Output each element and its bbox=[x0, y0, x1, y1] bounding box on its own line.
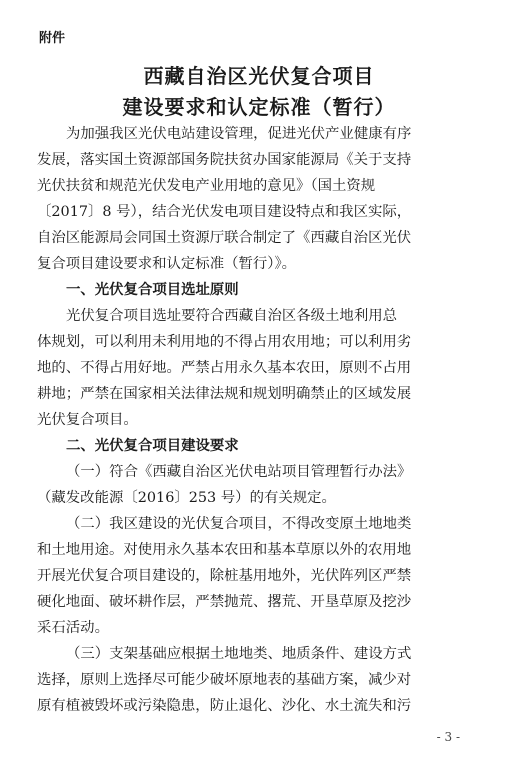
paragraph-line: 开展光伏复合项目建设的，除桩基用地外，光伏阵列区严禁 bbox=[37, 568, 412, 584]
paragraph-line: （二）我区建设的光伏复合项目，不得改变原土地地类 bbox=[66, 516, 412, 532]
document-title-line-2: 建设要求和认定标准（暂行） bbox=[122, 95, 396, 119]
paragraph-line: 体规划，可以利用未利用地的不得占用农用地；可以利用劣 bbox=[37, 334, 412, 350]
paragraph-line: （一）符合《西藏自治区光伏电站项目管理暂行办法》 bbox=[66, 464, 412, 480]
paragraph-line: 光伏扶贫和规范光伏发电产业用地的意见》（国土资规 bbox=[37, 178, 376, 194]
attachment-label: 附件 bbox=[39, 31, 66, 46]
paragraph-line: 硬化地面、破坏耕作层，严禁抛荒、撂荒、开垦草原及挖沙 bbox=[37, 594, 412, 610]
paragraph-line: 采石活动。 bbox=[37, 620, 109, 636]
paragraph-line: 复合项目建设要求和认定标准（暂行）》。 bbox=[37, 256, 297, 272]
page-number: - 3 - bbox=[436, 730, 460, 744]
paragraph-line: 和土地用途。对使用永久基本农田和基本草原以外的农用地 bbox=[37, 542, 412, 558]
document-title-line-1: 西藏自治区光伏复合项目 bbox=[143, 64, 375, 88]
paragraph-line: 自治区能源局会同国土资源厅联合制定了《西藏自治区光伏 bbox=[37, 230, 412, 246]
section-heading-1: 一、光伏复合项目选址原则 bbox=[66, 282, 239, 298]
paragraph-line: 光伏复合项目。 bbox=[37, 412, 138, 428]
paragraph-line: 发展，落实国土资源部国务院扶贫办国家能源局《关于支持 bbox=[37, 152, 412, 168]
paragraph-line: 原有植被毁坏或污染隐患，防止退化、沙化、水土流失和污 bbox=[37, 698, 412, 714]
paragraph-line: （三）支架基础应根据土地地类、地质条件、建设方式 bbox=[66, 646, 412, 662]
paragraph-line: （藏发改能源〔2016〕253 号）的有关规定。 bbox=[37, 490, 336, 506]
paragraph-line: 耕地；严禁在国家相关法律法规和规划明确禁止的区域发展 bbox=[37, 386, 412, 402]
paragraph-line: 地的、不得占用好地。严禁占用永久基本农田，原则不占用 bbox=[37, 360, 412, 376]
paragraph-line: 为加强我区光伏电站建设管理，促进光伏产业健康有序 bbox=[66, 126, 412, 142]
section-heading-2: 二、光伏复合项目建设要求 bbox=[66, 438, 239, 454]
paragraph-line: 光伏复合项目选址要符合西藏自治区各级土地利用总 bbox=[66, 308, 397, 324]
paragraph-line: 〔2017〕8 号），结合光伏发电项目建设特点和我区实际， bbox=[37, 204, 412, 220]
paragraph-line: 选择，原则上选择尽可能少破坏原地表的基础方案，减少对 bbox=[37, 672, 412, 688]
